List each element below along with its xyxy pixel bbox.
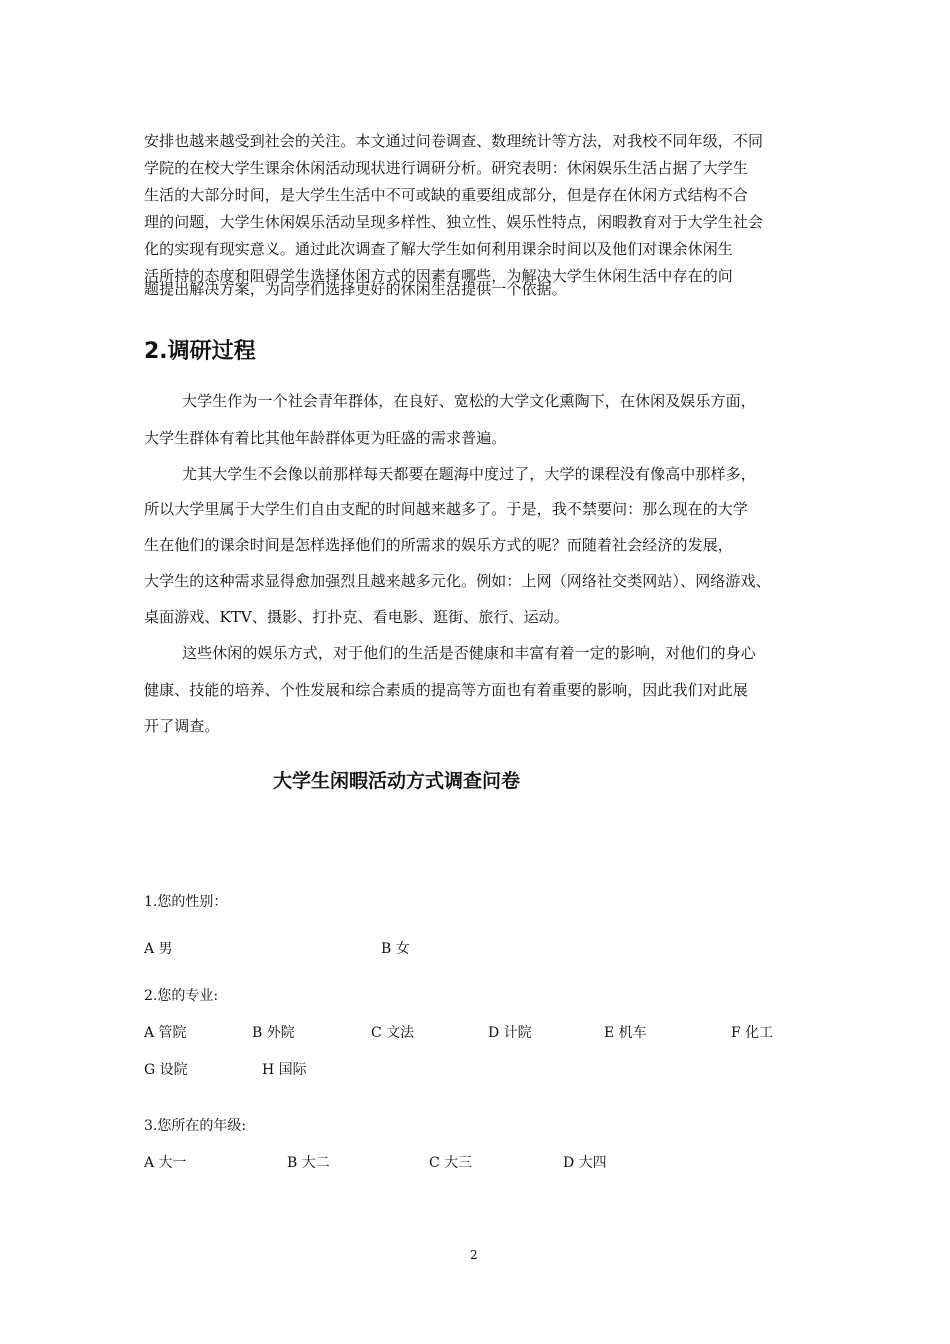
option-b[interactable]: B 外院	[252, 1025, 295, 1041]
body-line: 大学生作为一个社会青年群体，在良好、宽松的大学文化熏陶下，在休闲及娱乐方面，	[182, 392, 756, 410]
intro-line: 题提出解决方案，为同学们选择更好的休闲生活提供一个依据。	[144, 280, 567, 298]
body-line: 生在他们的课余时间是怎样选择他们的所需求的娱乐方式的呢？而随着社会经济的发展，	[144, 536, 733, 554]
body-line: 所以大学里属于大学生们自由支配的时间越来越多了。于是，我不禁要问：那么现在的大学	[144, 500, 749, 518]
intro-line: 化的实现有现实意义。通过此次调查了解大学生如何利用课余时间以及他们对课余休闲生	[144, 240, 733, 258]
body-line: 这些休闲的娱乐方式，对于他们的生活是否健康和丰富有着一定的影响，对他们的身心	[182, 644, 756, 662]
option-g[interactable]: G 设院	[144, 1062, 188, 1078]
option-a[interactable]: A 管院	[144, 1025, 187, 1041]
section-heading: 2.调研过程	[144, 339, 256, 364]
option-d[interactable]: D 计院	[488, 1025, 532, 1041]
questionnaire-title: 大学生闲暇活动方式调查问卷	[273, 770, 521, 792]
body-line: 开了调查。	[144, 717, 220, 735]
option-b[interactable]: B 女	[381, 941, 410, 957]
option-c[interactable]: C 文法	[371, 1025, 415, 1041]
option-d[interactable]: D 大四	[563, 1155, 607, 1171]
intro-line: 学院的在校大学生课余休闲活动现状进行调研分析。研究表明：休闲娱乐生活占据了大学生	[144, 159, 749, 177]
option-f[interactable]: F 化工	[731, 1025, 774, 1041]
page-number: 2	[470, 1248, 478, 1262]
option-e[interactable]: E 机车	[604, 1025, 647, 1041]
option-c[interactable]: C 大三	[429, 1155, 473, 1171]
intro-line: 安排也越来越受到社会的关注。本文通过问卷调查、数理统计等方法，对我校不同年级，不同	[144, 132, 764, 150]
option-b[interactable]: B 大二	[287, 1155, 330, 1171]
intro-line: 生活的大部分时间，是大学生生活中不可或缺的重要组成部分，但是存在休闲方式结构不合	[144, 186, 749, 204]
option-a[interactable]: A 男	[144, 941, 173, 957]
question-label: 2.您的专业:	[144, 988, 219, 1004]
intro-line: 活所持的态度和阻碍学生选择休闲方式的因素有哪些，为解决大学生休闲生活中存在的问	[144, 267, 733, 285]
option-h[interactable]: H 国际	[262, 1062, 307, 1078]
body-line: 尤其大学生不会像以前那样每天都要在题海中度过了，大学的课程没有像高中那样多，	[182, 465, 756, 483]
body-line: 大学生的这种需求显得愈加强烈且越来越多元化。例如：上网（网络社交类网站）、网络游戏、	[144, 572, 771, 590]
question-label: 1.您的性别：	[144, 894, 228, 910]
body-line: 健康、技能的培养、个性发展和综合素质的提高等方面也有着重要的影响，因此我们对此展	[144, 681, 749, 699]
intro-line: 理的问题，大学生休闲娱乐活动呈现多样性、独立性、娱乐性特点，闲暇教育对于大学生社会	[144, 213, 764, 231]
question-label: 3.您所在的年级:	[144, 1118, 247, 1134]
option-a[interactable]: A 大一	[144, 1155, 187, 1171]
body-line: 桌面游戏、KTV、摄影、打扑克、看电影、逛街、旅行、运动。	[144, 608, 569, 626]
body-line: 大学生群体有着比其他年龄群体更为旺盛的需求普遍。	[144, 429, 507, 447]
